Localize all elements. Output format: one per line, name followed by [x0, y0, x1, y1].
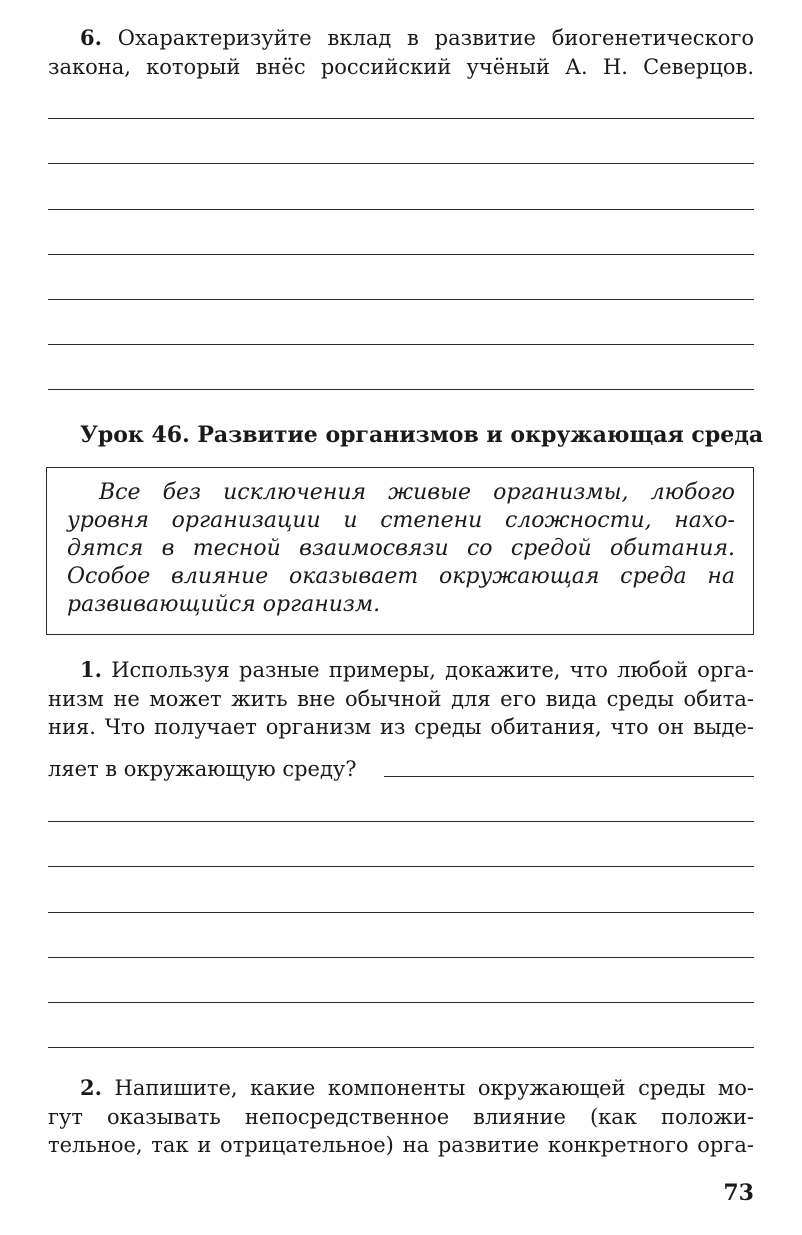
answer-line[interactable]: [48, 209, 754, 210]
task2-text-line-1: [80, 1074, 754, 1102]
info-line-4: Особое влияние оказывает окружающая среда на: [67, 564, 735, 589]
info-line-1: Все без исключения живые организмы, любого: [99, 480, 735, 505]
answer-line[interactable]: [48, 254, 754, 255]
answer-line[interactable]: [48, 118, 754, 119]
answer-line[interactable]: [48, 912, 754, 913]
answer-line[interactable]: [384, 776, 754, 777]
task1-number: 1.: [80, 657, 102, 682]
task1-text-line-4: ляет в окружающую среду?: [48, 757, 357, 781]
answer-line[interactable]: [48, 163, 754, 164]
info-line-3: дятся в тесной взаимосвязи со средой обитания.: [67, 536, 735, 561]
task6-text-line-2: [48, 53, 754, 81]
answer-line[interactable]: [48, 1047, 754, 1048]
answer-line[interactable]: [48, 1002, 754, 1003]
task1-text-line-1: [80, 656, 754, 684]
answer-line[interactable]: [48, 389, 754, 390]
task2-text-line-2: гут оказывать непосредственное влияние (как положи-: [48, 1105, 754, 1129]
task1-text-line-3: ния. Что получает организм из среды обитания, что он выде-: [48, 715, 754, 739]
task6-line-2: закона, который внёс российский учёный А. Н. Северцов.: [48, 55, 754, 79]
task2-line-1: Напишите, какие компоненты окружающей среды мо-: [114, 1076, 754, 1100]
info-box: [46, 467, 754, 635]
answer-line[interactable]: [48, 344, 754, 345]
task2-text-line-3: тельное, так и отрицательное) на развитие конкретного орга-: [48, 1133, 754, 1157]
info-line-5: развивающийся организм.: [67, 592, 381, 617]
task6-text-line-1: [80, 24, 754, 52]
answer-line[interactable]: [48, 299, 754, 300]
task2-number: 2.: [80, 1075, 102, 1100]
answer-line[interactable]: [48, 821, 754, 822]
answer-line[interactable]: [48, 866, 754, 867]
task1-text-line-2: низм не может жить вне обычной для его вида среды обита-: [48, 687, 754, 711]
page-number: 73: [723, 1180, 754, 1206]
answer-line[interactable]: [48, 957, 754, 958]
lesson-title: Урок 46. Развитие организмов и окружающая среда: [80, 422, 764, 448]
task1-line-1: Используя разные примеры, докажите, что любой орга-: [111, 658, 754, 682]
task6-line-1: Охарактеризуйте вклад в развитие биогенетического: [117, 26, 754, 50]
info-line-2: уровня организации и степени сложности, нахо-: [67, 508, 735, 533]
task6-number: 6.: [80, 25, 102, 50]
